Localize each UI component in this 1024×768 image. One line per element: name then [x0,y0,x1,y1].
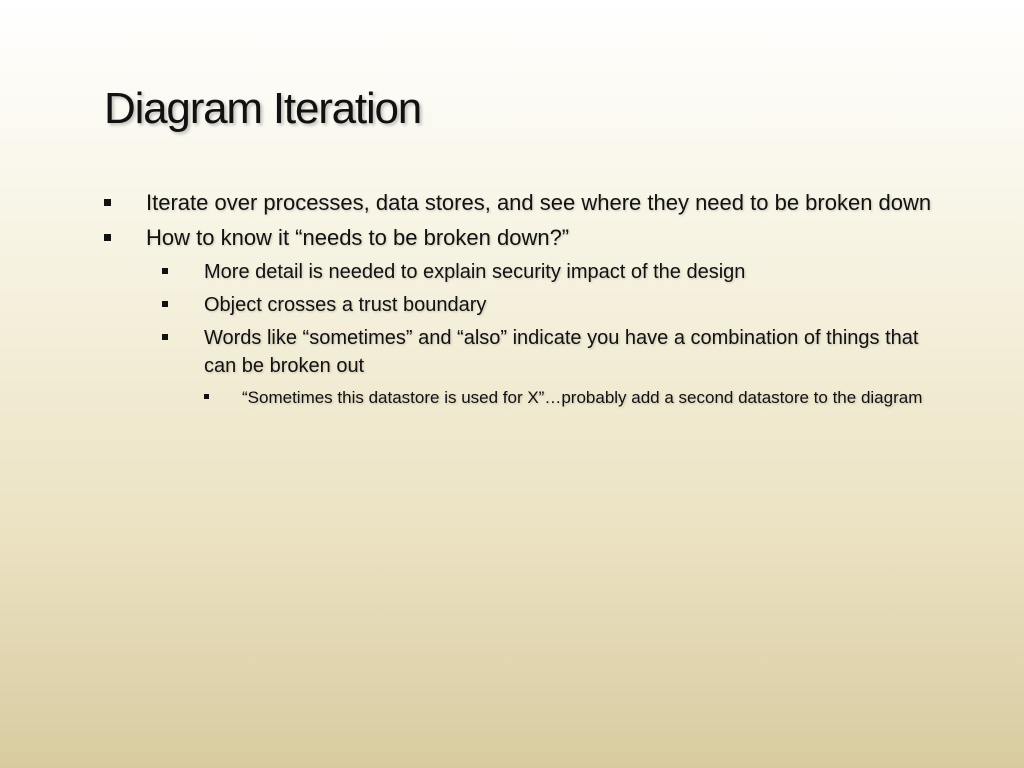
bullet-item [104,188,934,218]
bullet-text: Iterate over processes, data stores, and see where they need to be broken down [146,190,932,215]
square-bullet-icon [162,268,168,274]
bullet-text: More detail is needed to explain security impact of the design [204,261,746,283]
bullet-text: Words like “sometimes” and “also” indicate you have a combination of things that can be broken out [204,327,919,377]
sub-bullet-item [162,324,934,380]
bullet-text: How to know it “needs to be broken down?” [146,225,570,250]
sub-sub-bullet-item [204,385,934,410]
sub-bullet-item [162,291,934,319]
bullet-text: Object crosses a trust boundary [204,294,487,316]
bullet-list [104,188,934,414]
square-bullet-icon [104,234,111,241]
square-bullet-icon [104,199,111,206]
square-bullet-icon [162,334,168,340]
bullet-item [104,223,934,253]
square-bullet-icon [204,394,209,399]
slide-title: Diagram Iteration [104,84,422,133]
bullet-text: “Sometimes this datastore is used for X”…probably add a second datastore to the diagram [242,388,923,407]
sub-bullet-item [162,258,934,286]
square-bullet-icon [162,301,168,307]
